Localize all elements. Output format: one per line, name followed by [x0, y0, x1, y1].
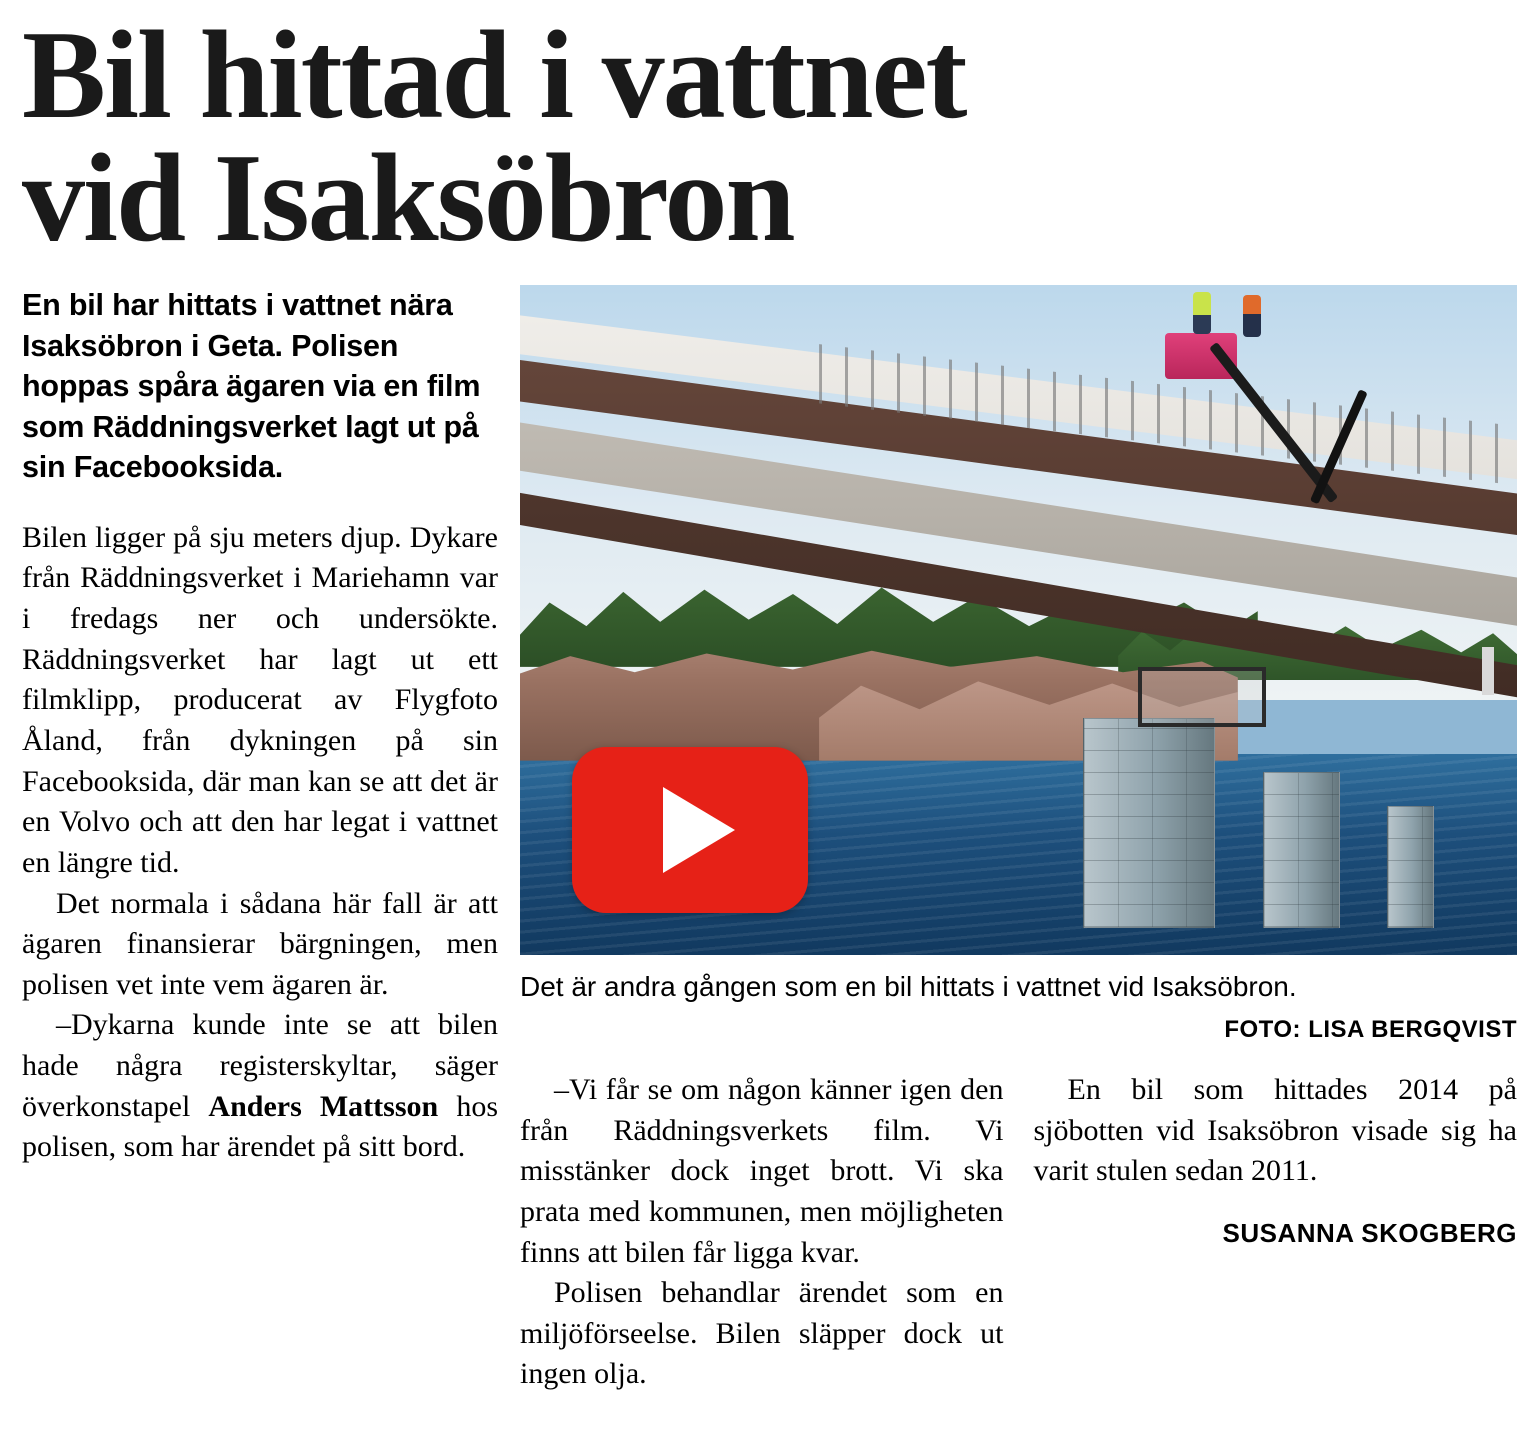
- paragraph-6: En bil som hittades 2014 på sjöbotten vid Isaksöbron visade sig ha varit stulen sedan 2011.: [1033, 1072, 1517, 1188]
- bridge-pier-mid: [1263, 772, 1340, 928]
- play-triangle: [663, 787, 735, 873]
- paragraph-4: –Vi får se om någon känner igen den från Räddningsverkets film. Vi misstänker dock inget brott. Vi ska prata med kommunen, men möjligheten finns att bilen får ligga kvar.: [520, 1072, 1004, 1269]
- bridge-pier-far: [1387, 806, 1434, 929]
- headline-line-1: Bil hittad i vattnet: [22, 6, 966, 145]
- article-lower-columns: [520, 1070, 1517, 1395]
- paragraph-5: Polisen behandlar ärendet som en miljöförseelse. Bilen släpper dock ut ingen olja.: [520, 1276, 1004, 1391]
- article-lead: En bil har hittats i vattnet nära Isaksöbron i Geta. Polisen hoppas spåra ägaren via en film som Räddningsverket lagt ut på sin Facebooksida.: [22, 287, 481, 485]
- paragraph-3: [22, 1005, 498, 1168]
- body-column-right-text: [1034, 1070, 1518, 1192]
- photo-caption: Det är andra gången som en bil hittats i vattnet vid Isaksöbron.: [520, 970, 1297, 1002]
- crane-arm-lower: [1310, 389, 1368, 504]
- left-column: [22, 285, 520, 1395]
- paragraph-1: Bilen ligger på sju meters djup. Dykare från Räddningsverket i Mariehamn var i fredags ner och undersökte. Räddningsverket har lagt ut ett filmklipp, producerat av Flygfoto Åland, från dykningen på sin Facebooksida, där man kan se att det är en Volvo och att den har legat i vattnet en längre tid.: [22, 520, 498, 879]
- body-column-right: [1034, 1070, 1518, 1395]
- source-name: Anders Mattsson: [208, 1089, 439, 1123]
- article-body-left: [22, 518, 498, 1168]
- article-upper-section: [0, 285, 1535, 1395]
- body-column-middle: [520, 1070, 1004, 1395]
- photo-credit: FOTO: LISA BERGQVIST: [1224, 1015, 1517, 1043]
- channel-marker: [1482, 647, 1494, 695]
- paragraph-3-text-a: –Dykarna kunde inte se att bilen hade några registerskyltar, säger överkonstapel: [22, 1008, 498, 1123]
- bridge-pier-near: [1083, 718, 1215, 928]
- worker-person-2: [1243, 295, 1261, 337]
- headline-line-2: vid Isaksöbron: [22, 129, 794, 269]
- article-byline: SUSANNA SKOGBERG: [1222, 1217, 1517, 1248]
- page-title: [0, 0, 1535, 269]
- paragraph-2: Det normala i sådana här fall är att ägaren finansierar bärgningen, men polisen vet inte vem ägaren är.: [22, 886, 498, 1001]
- worker-person-1: [1193, 292, 1211, 334]
- crane-truck: [1138, 325, 1477, 700]
- paragraph-3-text-b: hos polisen, som har ärendet på sitt bord.: [22, 1089, 498, 1164]
- right-column: [520, 285, 1535, 1395]
- play-icon[interactable]: [572, 747, 808, 913]
- article-photo: [520, 285, 1517, 955]
